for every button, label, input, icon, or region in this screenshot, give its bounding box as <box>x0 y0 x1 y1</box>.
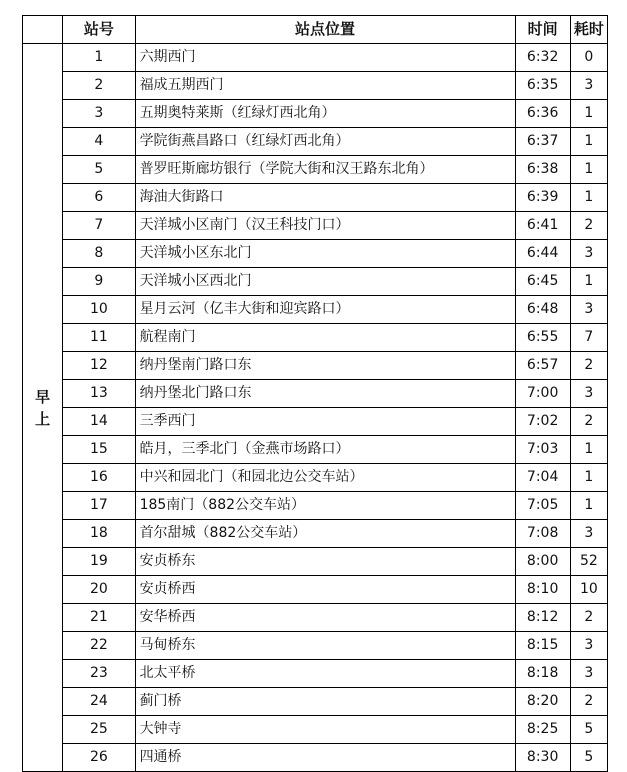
time-cell: 6:35 <box>515 72 570 100</box>
time-cell: 7:03 <box>515 436 570 464</box>
table-row <box>23 660 608 688</box>
duration-cell: 2 <box>570 688 607 716</box>
table-row <box>23 464 608 492</box>
station-no-cell: 15 <box>63 436 135 464</box>
duration-cell: 2 <box>570 604 607 632</box>
duration-cell: 3 <box>570 632 607 660</box>
station-no-cell: 20 <box>63 576 135 604</box>
table-row <box>23 128 608 156</box>
station-no-cell: 9 <box>63 268 135 296</box>
period-cell-morning <box>23 44 63 772</box>
table-row <box>23 212 608 240</box>
table-row <box>23 324 608 352</box>
header-period <box>23 16 63 44</box>
station-no-cell: 13 <box>63 380 135 408</box>
station-location-cell: 纳丹堡北门路口东 <box>135 380 515 408</box>
station-no-cell: 11 <box>63 324 135 352</box>
station-location-cell: 北太平桥 <box>135 660 515 688</box>
station-no-cell: 17 <box>63 492 135 520</box>
time-cell: 6:39 <box>515 184 570 212</box>
time-cell: 6:44 <box>515 240 570 268</box>
time-cell: 6:38 <box>515 156 570 184</box>
time-cell: 8:12 <box>515 604 570 632</box>
table-row <box>23 576 608 604</box>
station-no-cell: 4 <box>63 128 135 156</box>
duration-cell: 2 <box>570 212 607 240</box>
bus-schedule-table <box>22 15 608 772</box>
duration-cell: 5 <box>570 716 607 744</box>
duration-cell: 2 <box>570 352 607 380</box>
duration-cell: 3 <box>570 380 607 408</box>
station-location-cell: 星月云河（亿丰大街和迎宾路口） <box>135 296 515 324</box>
period-label-char: 上 <box>35 409 51 428</box>
table-row <box>23 632 608 660</box>
station-location-cell: 大钟寺 <box>135 716 515 744</box>
duration-cell: 1 <box>570 184 607 212</box>
station-location-cell: 皓月，三季北门（金燕市场路口） <box>135 436 515 464</box>
time-cell: 8:15 <box>515 632 570 660</box>
station-no-cell: 7 <box>63 212 135 240</box>
time-cell: 7:04 <box>515 464 570 492</box>
table-row <box>23 296 608 324</box>
table-row <box>23 492 608 520</box>
station-no-cell: 25 <box>63 716 135 744</box>
station-no-cell: 5 <box>63 156 135 184</box>
time-cell: 6:55 <box>515 324 570 352</box>
station-no-cell: 16 <box>63 464 135 492</box>
time-cell: 6:36 <box>515 100 570 128</box>
duration-cell: 1 <box>570 156 607 184</box>
header-row <box>23 16 608 44</box>
duration-cell: 0 <box>570 44 607 72</box>
station-no-cell: 14 <box>63 408 135 436</box>
station-location-cell: 天洋城小区南门（汉王科技门口） <box>135 212 515 240</box>
table-row <box>23 100 608 128</box>
table-row <box>23 44 608 72</box>
station-location-cell: 四通桥 <box>135 744 515 772</box>
duration-cell: 10 <box>570 576 607 604</box>
time-cell: 7:05 <box>515 492 570 520</box>
table-body <box>23 44 608 772</box>
station-location-cell: 中兴和园北门（和园北边公交车站） <box>135 464 515 492</box>
station-no-cell: 21 <box>63 604 135 632</box>
station-location-cell: 天洋城小区东北门 <box>135 240 515 268</box>
station-location-cell: 安贞桥东 <box>135 548 515 576</box>
station-location-cell: 蓟门桥 <box>135 688 515 716</box>
station-no-cell: 24 <box>63 688 135 716</box>
station-location-cell: 安华桥西 <box>135 604 515 632</box>
duration-cell: 3 <box>570 520 607 548</box>
time-cell: 7:00 <box>515 380 570 408</box>
duration-cell: 3 <box>570 240 607 268</box>
station-no-cell: 12 <box>63 352 135 380</box>
station-location-cell: 纳丹堡南门路口东 <box>135 352 515 380</box>
station-no-cell: 10 <box>63 296 135 324</box>
station-location-cell: 天洋城小区西北门 <box>135 268 515 296</box>
header-duration: 耗时 <box>570 16 607 44</box>
duration-cell: 1 <box>570 128 607 156</box>
time-cell: 8:30 <box>515 744 570 772</box>
station-no-cell: 22 <box>63 632 135 660</box>
table-row <box>23 184 608 212</box>
station-no-cell: 8 <box>63 240 135 268</box>
station-location-cell: 学院街燕昌路口（红绿灯西北角） <box>135 128 515 156</box>
duration-cell: 1 <box>570 464 607 492</box>
header-time: 时间 <box>515 16 570 44</box>
station-location-cell: 五期奥特莱斯（红绿灯西北角） <box>135 100 515 128</box>
duration-cell: 1 <box>570 492 607 520</box>
station-location-cell: 185南门（882公交车站） <box>135 492 515 520</box>
duration-cell: 7 <box>570 324 607 352</box>
table-row <box>23 408 608 436</box>
time-cell: 6:32 <box>515 44 570 72</box>
station-location-cell: 普罗旺斯廊坊银行（学院大街和汉王路东北角） <box>135 156 515 184</box>
time-cell: 8:20 <box>515 688 570 716</box>
station-no-cell: 1 <box>63 44 135 72</box>
time-cell: 6:48 <box>515 296 570 324</box>
station-location-cell: 三季西门 <box>135 408 515 436</box>
table-row <box>23 688 608 716</box>
station-location-cell: 安贞桥西 <box>135 576 515 604</box>
period-label-char: 早 <box>35 387 51 406</box>
table-row <box>23 548 608 576</box>
time-cell: 8:00 <box>515 548 570 576</box>
station-location-cell: 马甸桥东 <box>135 632 515 660</box>
time-cell: 7:08 <box>515 520 570 548</box>
station-no-cell: 18 <box>63 520 135 548</box>
duration-cell: 52 <box>570 548 607 576</box>
station-location-cell: 六期西门 <box>135 44 515 72</box>
time-cell: 6:45 <box>515 268 570 296</box>
duration-cell: 1 <box>570 268 607 296</box>
table-row <box>23 744 608 772</box>
station-location-cell: 航程南门 <box>135 324 515 352</box>
station-location-cell: 福成五期西门 <box>135 72 515 100</box>
table-row <box>23 436 608 464</box>
table-row <box>23 716 608 744</box>
station-no-cell: 6 <box>63 184 135 212</box>
station-no-cell: 3 <box>63 100 135 128</box>
time-cell: 8:25 <box>515 716 570 744</box>
table-row <box>23 352 608 380</box>
duration-cell: 3 <box>570 660 607 688</box>
station-no-cell: 26 <box>63 744 135 772</box>
station-no-cell: 23 <box>63 660 135 688</box>
table-row <box>23 156 608 184</box>
table-row <box>23 520 608 548</box>
table-row <box>23 240 608 268</box>
time-cell: 8:18 <box>515 660 570 688</box>
duration-cell: 3 <box>570 296 607 324</box>
duration-cell: 3 <box>570 72 607 100</box>
time-cell: 6:41 <box>515 212 570 240</box>
station-location-cell: 海油大街路口 <box>135 184 515 212</box>
table-row <box>23 72 608 100</box>
table-row <box>23 268 608 296</box>
header-station-location: 站点位置 <box>135 16 515 44</box>
station-location-cell: 首尔甜城（882公交车站） <box>135 520 515 548</box>
duration-cell: 5 <box>570 744 607 772</box>
table-row <box>23 604 608 632</box>
time-cell: 7:02 <box>515 408 570 436</box>
station-no-cell: 19 <box>63 548 135 576</box>
time-cell: 6:57 <box>515 352 570 380</box>
duration-cell: 1 <box>570 436 607 464</box>
time-cell: 6:37 <box>515 128 570 156</box>
station-no-cell: 2 <box>63 72 135 100</box>
time-cell: 8:10 <box>515 576 570 604</box>
header-station-no: 站号 <box>63 16 135 44</box>
duration-cell: 2 <box>570 408 607 436</box>
table-row <box>23 380 608 408</box>
duration-cell: 1 <box>570 100 607 128</box>
